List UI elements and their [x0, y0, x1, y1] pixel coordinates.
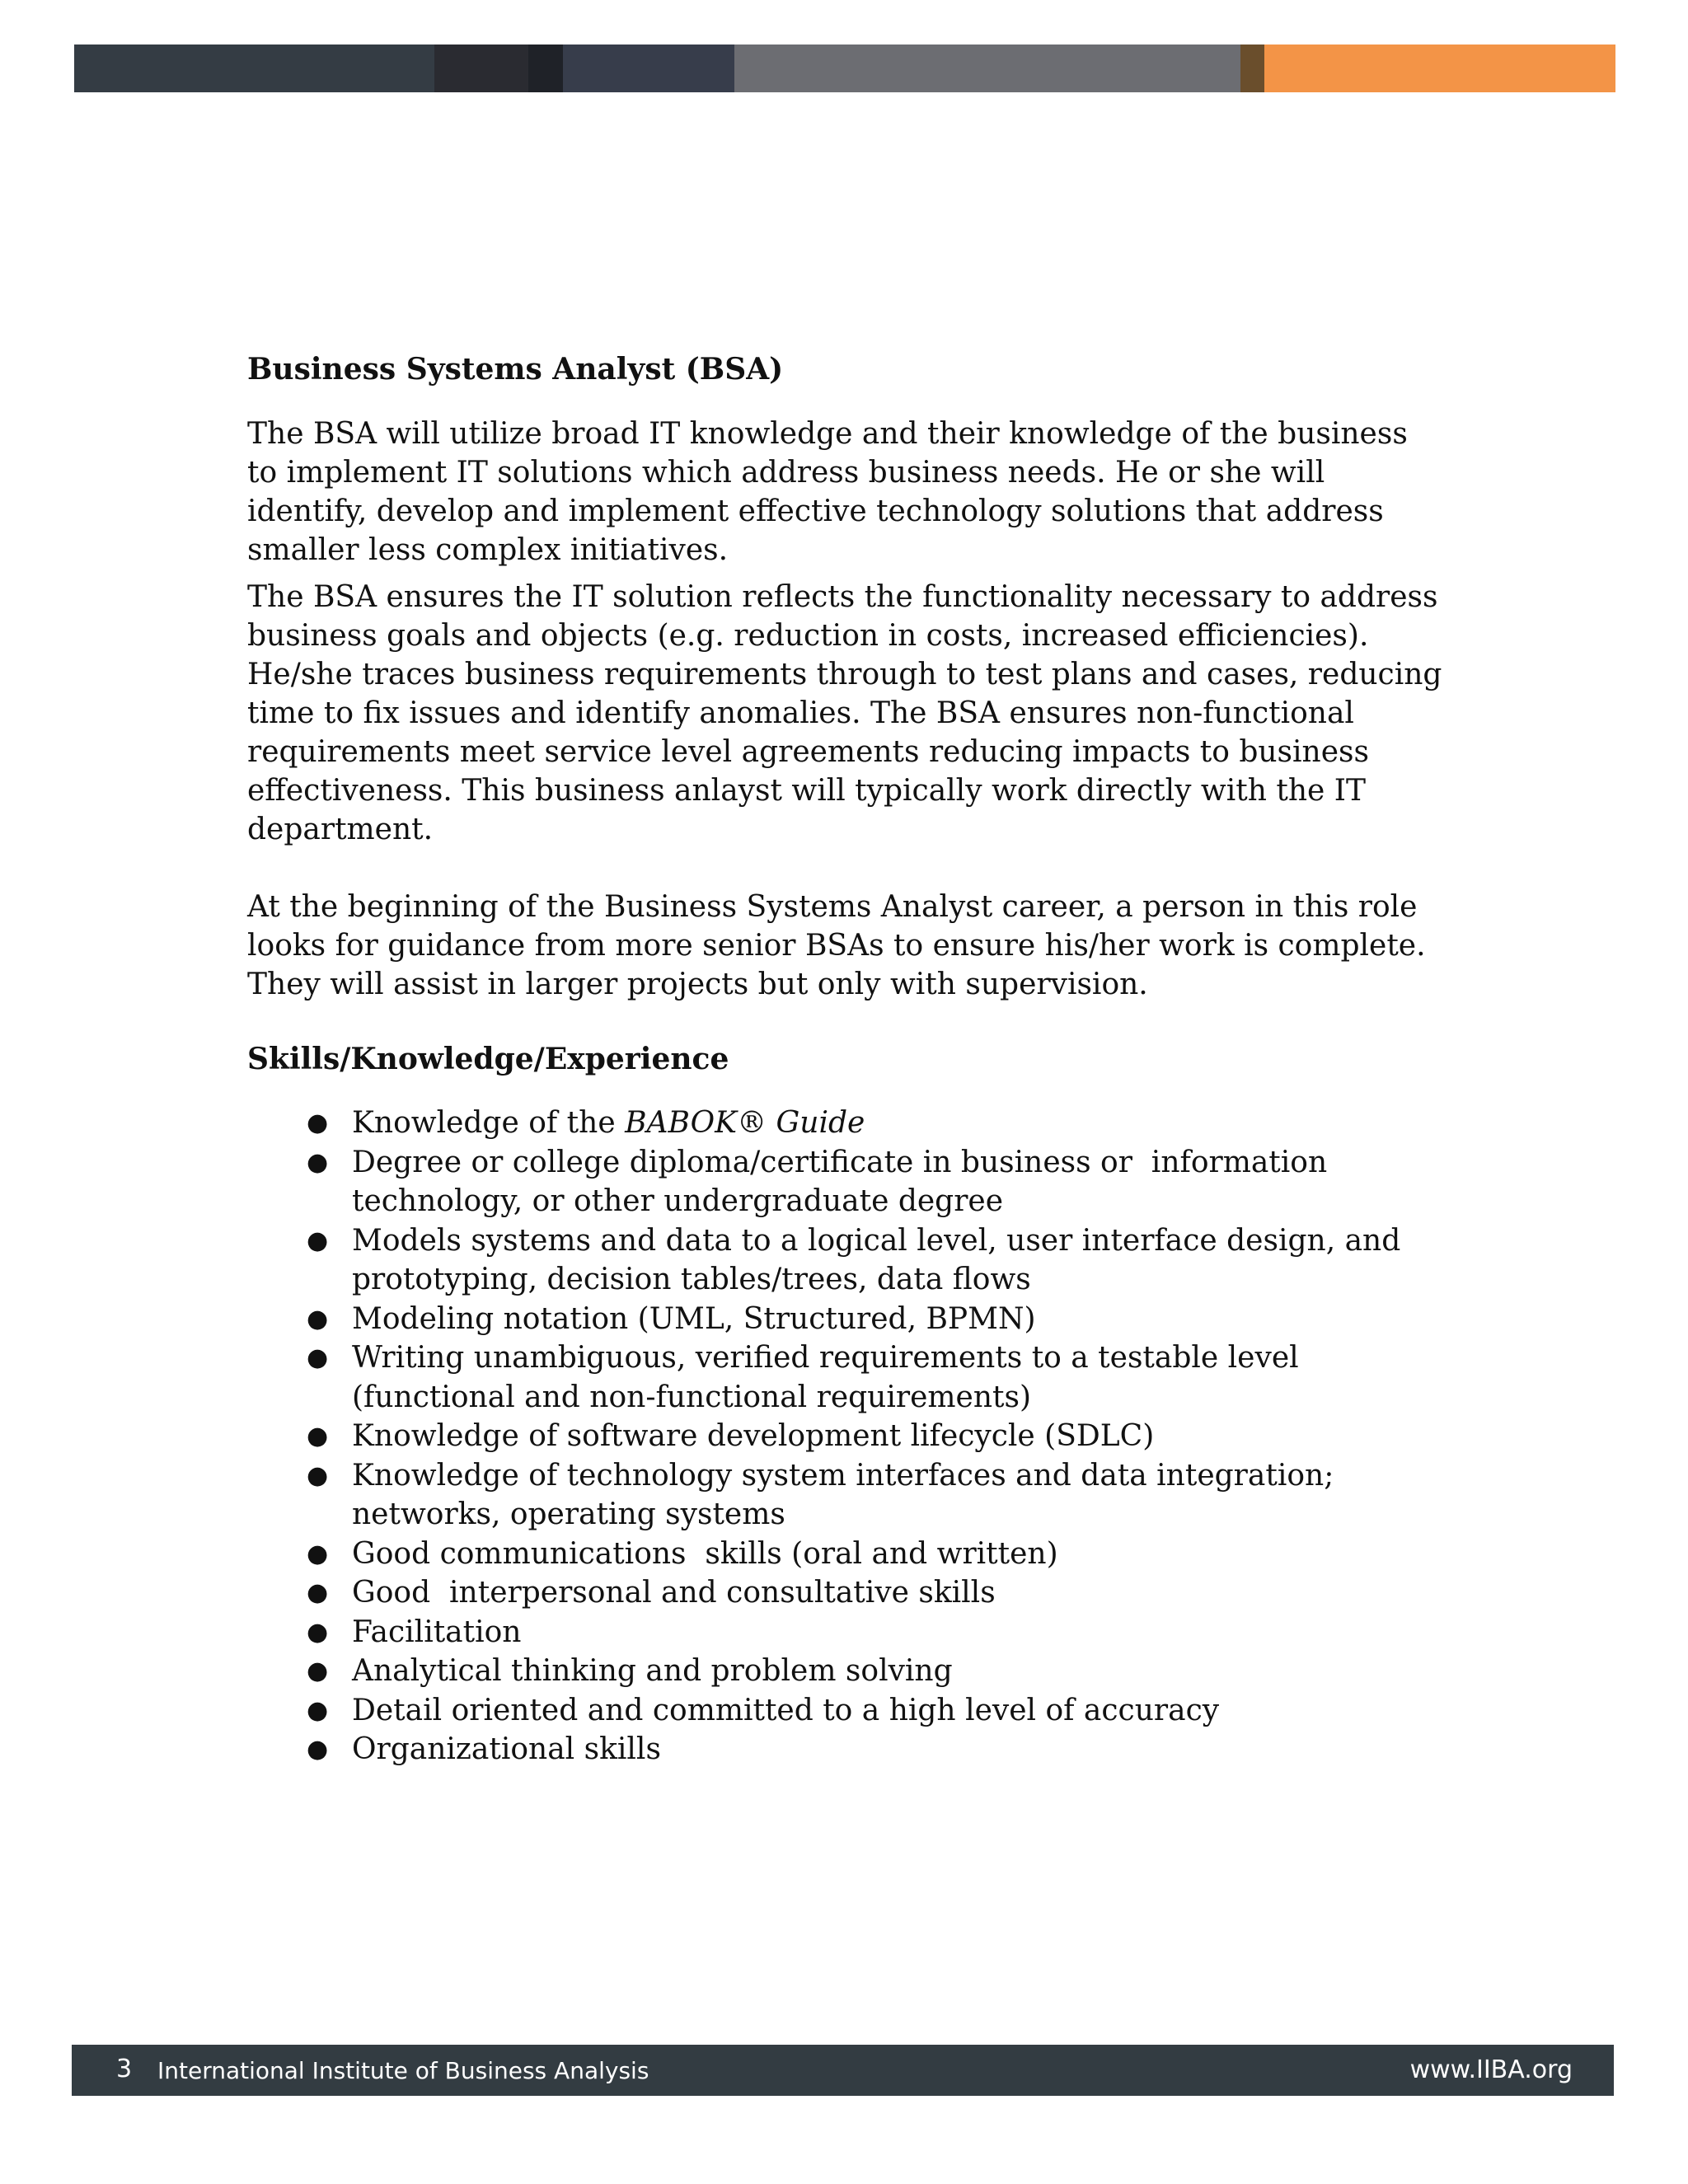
- organization-name: International Institute of Business Analysis: [157, 2057, 649, 2084]
- bullet-icon: ●: [307, 1657, 329, 1685]
- paragraph-responsibilities: The BSA ensures the IT solution reflects the functionality necessary to address business goals and objects (e.g. reduction in costs, increased efficiencies). He/she traces business requirements through to test plans and cases, reducing time to fix issues and identify anomalies. The BSA ensures non-functional requirements meet service level agreements reducing impacts to business effectiveness. This business anlayst will typically work directly with the IT department.: [247, 580, 1442, 846]
- website-link[interactable]: www.IIBA.org: [1409, 2055, 1573, 2084]
- header-bar-segment: [1240, 45, 1264, 92]
- list-item-text: Knowledge of technology system interfaces and data integration; networks, operating systems: [352, 1458, 1343, 1531]
- paragraph-overview: The BSA will utilize broad IT knowledge and their knowledge of the business to implement IT solutions which address business needs. He or she will identify, develop and implement effective technology solutions that address smaller less complex initiatives.: [247, 417, 1408, 567]
- list-item: [247, 1652, 1442, 1691]
- bullet-icon: ●: [307, 1460, 329, 1490]
- list-item: [247, 1613, 1442, 1652]
- list-item: [247, 1300, 1442, 1339]
- list-item-text: Knowledge of software development lifecycle (SDLC): [352, 1419, 1155, 1453]
- list-item-text: Writing unambiguous, verified requirements to a testable level (functional and non-functional requirements): [352, 1341, 1309, 1414]
- list-item-text: Degree or college diploma/certificate in business or information technology, or other undergraduate degree: [352, 1145, 1337, 1218]
- list-item: [247, 1730, 1442, 1769]
- list-item: [247, 1143, 1442, 1221]
- list-item-text: Modeling notation (UML, Structured, BPMN): [352, 1301, 1036, 1336]
- bullet-icon: ●: [307, 1617, 329, 1647]
- list-item-text: Facilitation: [352, 1615, 522, 1649]
- list-item: [247, 1417, 1442, 1456]
- header-bar-segment: [74, 45, 434, 92]
- bullet-icon: ●: [307, 1735, 329, 1764]
- bullet-icon: ●: [307, 1147, 329, 1177]
- bullet-icon: ●: [307, 1226, 329, 1255]
- bullet-icon: ●: [307, 1695, 329, 1725]
- header-color-bar: [74, 45, 1615, 92]
- header-bar-segment: [528, 45, 563, 92]
- page-footer: [72, 2045, 1614, 2096]
- bullet-icon: ●: [307, 1108, 329, 1137]
- list-item: [247, 1456, 1442, 1535]
- header-bar-segment-accent: [1264, 45, 1615, 92]
- list-item-text: Detail oriented and committed to a high level of accuracy: [352, 1693, 1220, 1727]
- skills-list: [247, 1104, 1442, 1769]
- list-item-text: Analytical thinking and problem solving: [352, 1654, 953, 1688]
- bullet-icon: ●: [307, 1422, 329, 1451]
- paragraph-career: At the beginning of the Business Systems Analyst career, a person in this role looks for guidance from more senior BSAs to ensure his/her work is complete. They will assist in larger projects but only with supervision.: [247, 890, 1426, 1001]
- list-item-text: Models systems and data to a logical level, user interface design, and prototyping, decision tables/trees, data flows: [352, 1223, 1410, 1296]
- list-item: [247, 1535, 1442, 1574]
- header-bar-segment: [734, 45, 1240, 92]
- list-item-text: Good communications skills (oral and written): [352, 1536, 1058, 1571]
- list-item: [247, 1221, 1442, 1300]
- page-number: 3: [116, 2055, 133, 2083]
- skills-title: Skills/Knowledge/Experience: [247, 1042, 729, 1076]
- list-item: [247, 1338, 1442, 1417]
- bullet-icon: ●: [307, 1304, 329, 1333]
- bullet-icon: ●: [307, 1539, 329, 1568]
- list-item-text: Knowledge of the: [352, 1106, 626, 1140]
- section-title: Business Systems Analyst (BSA): [247, 352, 784, 387]
- header-bar-segment: [434, 45, 528, 92]
- bullet-icon: ●: [307, 1578, 329, 1607]
- document-body: [247, 350, 1442, 1769]
- list-item-text: Organizational skills: [352, 1732, 661, 1766]
- header-bar-segment: [563, 45, 734, 92]
- list-item: [247, 1691, 1442, 1731]
- list-item: [247, 1573, 1442, 1613]
- bullet-icon: ●: [307, 1343, 329, 1372]
- babok-guide-title: BABOK® Guide: [625, 1106, 865, 1140]
- list-item: [247, 1104, 1442, 1143]
- list-item-text: Good interpersonal and consultative skills: [352, 1576, 996, 1610]
